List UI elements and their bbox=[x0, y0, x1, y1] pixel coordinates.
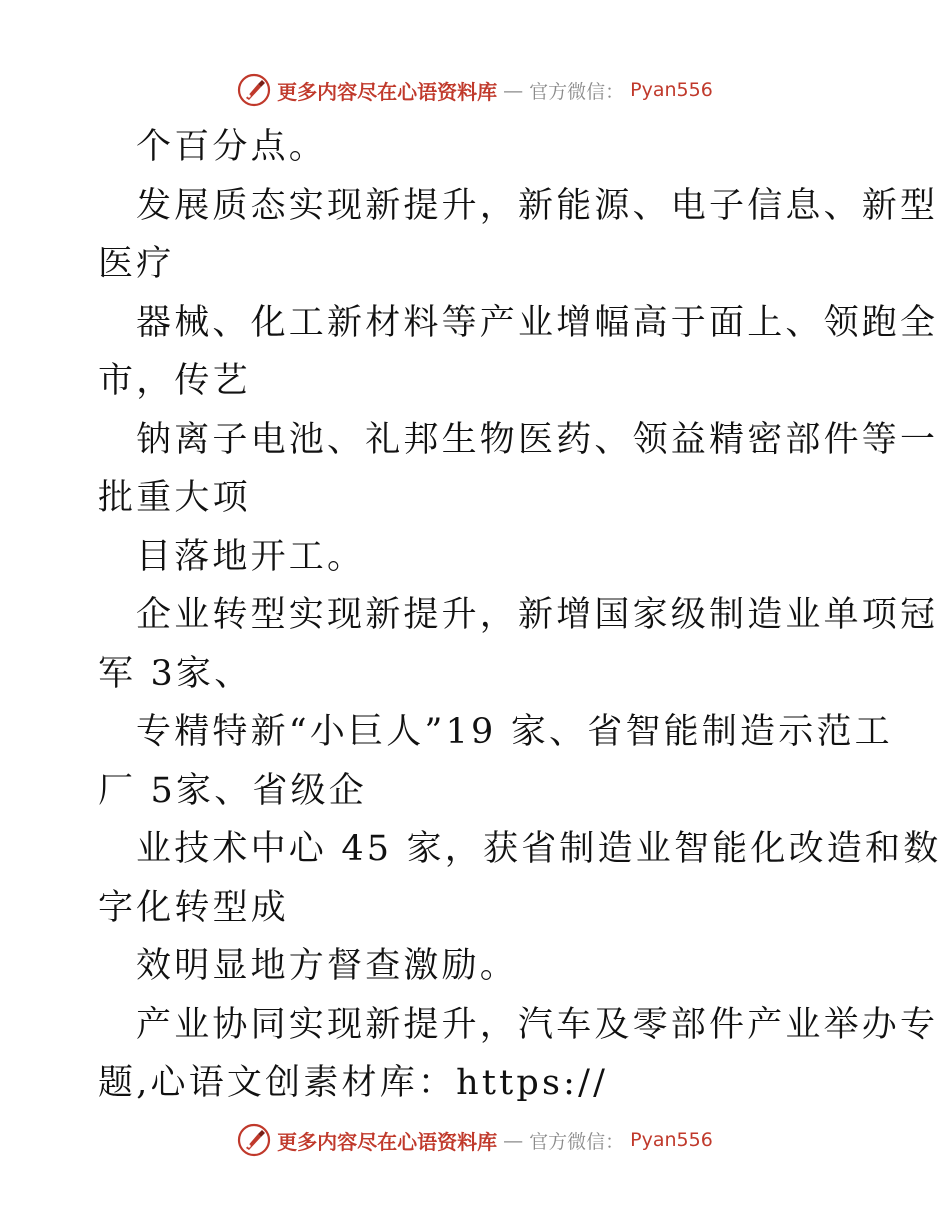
header-official-label: 官方微信： bbox=[529, 80, 625, 103]
text-line: 厂 5家、省级企 bbox=[98, 770, 367, 811]
text-line: 市，传艺 bbox=[98, 361, 251, 401]
text-line: 产业协同实现新提升，汽车及零部件产业举办专 bbox=[136, 1004, 939, 1045]
text-line: 字化转型成 bbox=[98, 887, 290, 928]
text-line: 个百分点。 bbox=[136, 127, 328, 167]
header-wechat-handle: Pyan556 bbox=[630, 79, 713, 101]
header-slogan: 更多内容尽在心语资料库 bbox=[277, 79, 498, 104]
text-line: 钠离子电池、礼邦生物医药、领益精密部件等一 bbox=[136, 419, 939, 460]
text-line: 批重大项 bbox=[98, 478, 251, 518]
header-banner bbox=[0, 70, 950, 110]
footer-slogan: 更多内容尽在心语资料库 bbox=[277, 1129, 498, 1154]
text-line: 专精特新“小巨人”19 家、省智能制造示范工 bbox=[136, 712, 893, 752]
text-line: 题,心语文创素材库：https:// bbox=[98, 1063, 609, 1103]
text-line: 器械、化工新材料等产业增幅高于面上、领跑全 bbox=[136, 302, 939, 343]
text-line: 效明显地方督查激励。 bbox=[136, 946, 519, 986]
footer-wechat-handle: Pyan556 bbox=[630, 1129, 713, 1151]
footer-official-label: 官方微信： bbox=[529, 1130, 625, 1153]
text-line: 医疗 bbox=[98, 244, 175, 284]
fountain-pen-logo-icon bbox=[237, 1123, 271, 1157]
header-dash: — bbox=[503, 78, 524, 102]
document-body bbox=[98, 118, 942, 1113]
text-line: 军 3家、 bbox=[98, 653, 253, 694]
text-line: 业技术中心 45 家，获省制造业智能化改造和数 bbox=[136, 829, 942, 869]
footer-banner bbox=[0, 1120, 950, 1160]
text-line: 企业转型实现新提升，新增国家级制造业单项冠 bbox=[136, 595, 939, 635]
footer-dash: — bbox=[503, 1128, 524, 1152]
text-line: 发展质态实现新提升，新能源、电子信息、新型 bbox=[136, 185, 939, 226]
text-line: 目落地开工。 bbox=[136, 536, 366, 577]
fountain-pen-logo-icon bbox=[237, 73, 271, 107]
